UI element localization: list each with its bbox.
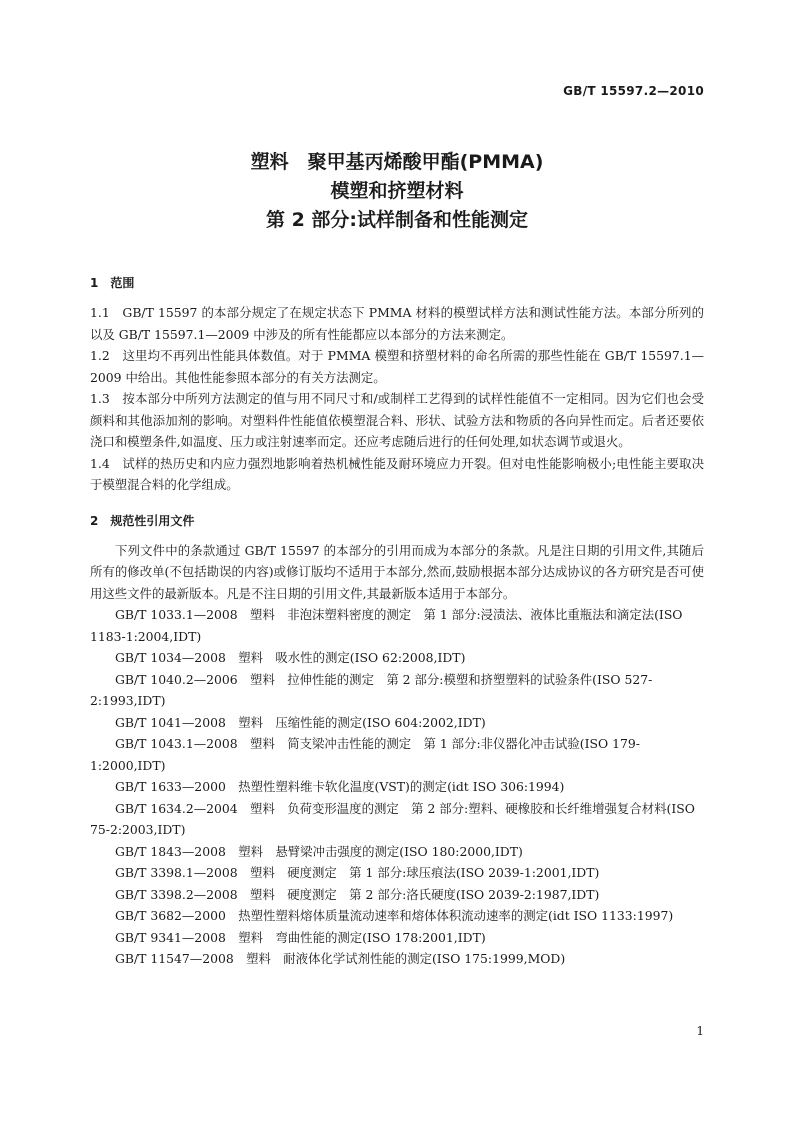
title-line-1: 塑料 聚甲基丙烯酸甲酯(PMMA) [250, 151, 544, 173]
page-number: 1 [696, 1024, 704, 1038]
reference-item: GB/T 1033.1—2008 塑料 非泡沫塑料密度的测定 第 1 部分:浸渍法、液体比重瓶法和滴定法(ISO 1183-1:2004,IDT) [90, 607, 683, 644]
standard-number: GB/T 15597.2—2010 [563, 84, 704, 98]
section-heading-normative-references: 2 规范性引用文件 [90, 513, 195, 528]
reference-item: GB/T 3398.1—2008 塑料 硬度测定 第 1 部分:球压痕法(ISO 2039-1:2001,IDT) [115, 865, 600, 880]
clause-1-2: 1.2 这里均不再列出性能具体数值。对于 PMMA 模塑和挤塑材料的命名所需的那些性能在 GB/T 15597.1—2009 中给出。其他性能参照本部分的有关方法测定。 [90, 348, 704, 385]
document-body [90, 272, 704, 970]
title-line-3: 第 2 部分:试样制备和性能测定 [265, 209, 529, 231]
reference-item: GB/T 3398.2—2008 塑料 硬度测定 第 2 部分:洛氏硬度(ISO 2039-2:1987,IDT) [115, 886, 600, 902]
reference-item: GB/T 3682—2000 热塑性塑料熔体质量流动速率和熔体体积流动速率的测定(idt ISO 1133:1997) [115, 908, 674, 923]
reference-item: GB/T 1843—2008 塑料 悬臂梁冲击强度的测定(ISO 180:2000,IDT) [115, 843, 523, 859]
references-intro: 下列文件中的条款通过 GB/T 15597 的本部分的引用而成为本部分的条款。凡是注日期的引用文件,其随后所有的修改单(不包括勘误的内容)或修订版均不适用于本部分,然而,鼓励根据本部分达成协议的各方研究是否可使用这些文件的最新版本。凡是不注日期的引用文件,其最新版本适用于本部分。 [90, 542, 704, 601]
title-line-2: 模塑和挤塑材料 [330, 180, 464, 202]
reference-item: GB/T 1043.1—2008 塑料 简支梁冲击性能的测定 第 1 部分:非仪器化冲击试验(ISO 179-1:2000,IDT) [90, 736, 640, 773]
reference-item: GB/T 1040.2—2006 塑料 拉伸性能的测定 第 2 部分:模塑和挤塑塑料的试验条件(ISO 527-2:1993,IDT) [90, 671, 653, 708]
reference-item: GB/T 11547—2008 塑料 耐液体化学试剂性能的测定(ISO 175:1999,MOD) [115, 951, 566, 966]
reference-item: GB/T 1633—2000 热塑性塑料维卡软化温度(VST)的测定(idt ISO 306:1994) [115, 779, 565, 794]
reference-item: GB/T 1041—2008 塑料 压缩性能的测定(ISO 604:2002,IDT) [115, 714, 486, 730]
reference-item: GB/T 1034—2008 塑料 吸水性的测定(ISO 62:2008,IDT) [115, 650, 466, 665]
document-title [0, 148, 794, 235]
clause-1-3: 1.3 按本部分中所列方法测定的值与用不同尺寸和/或制样工艺得到的试样性能值不一定相同。因为它们也会受颜料和其他添加剂的影响。对塑料件性能值依模塑混合料、形状、试验方法和物质的各向异性而定。后者还要依浇口和模塑条件,如温度、压力或注射速率而定。还应考虑随后进行的任何处理,如状态调节或退火。 [90, 391, 704, 449]
clause-1-4: 1.4 试样的热历史和内应力强烈地影响着热机械性能及耐环境应力开裂。但对电性能影响极小;电性能主要取决于模塑混合料的化学组成。 [90, 455, 704, 492]
reference-item: GB/T 9341—2008 塑料 弯曲性能的测定(ISO 178:2001,IDT) [115, 929, 486, 945]
clause-1-1: 1.1 GB/T 15597 的本部分规定了在规定状态下 PMMA 材料的模塑试样方法和测试性能方法。本部分所列的以及 GB/T 15597.1—2009 中涉及的所有性能都应以本部分的方法来测定。 [90, 305, 704, 342]
reference-item: GB/T 1634.2—2004 塑料 负荷变形温度的测定 第 2 部分:塑料、硬橡胶和长纤维增强复合材料(ISO 75-2:2003,IDT) [90, 800, 695, 837]
section-heading-scope: 1 范围 [90, 276, 135, 290]
